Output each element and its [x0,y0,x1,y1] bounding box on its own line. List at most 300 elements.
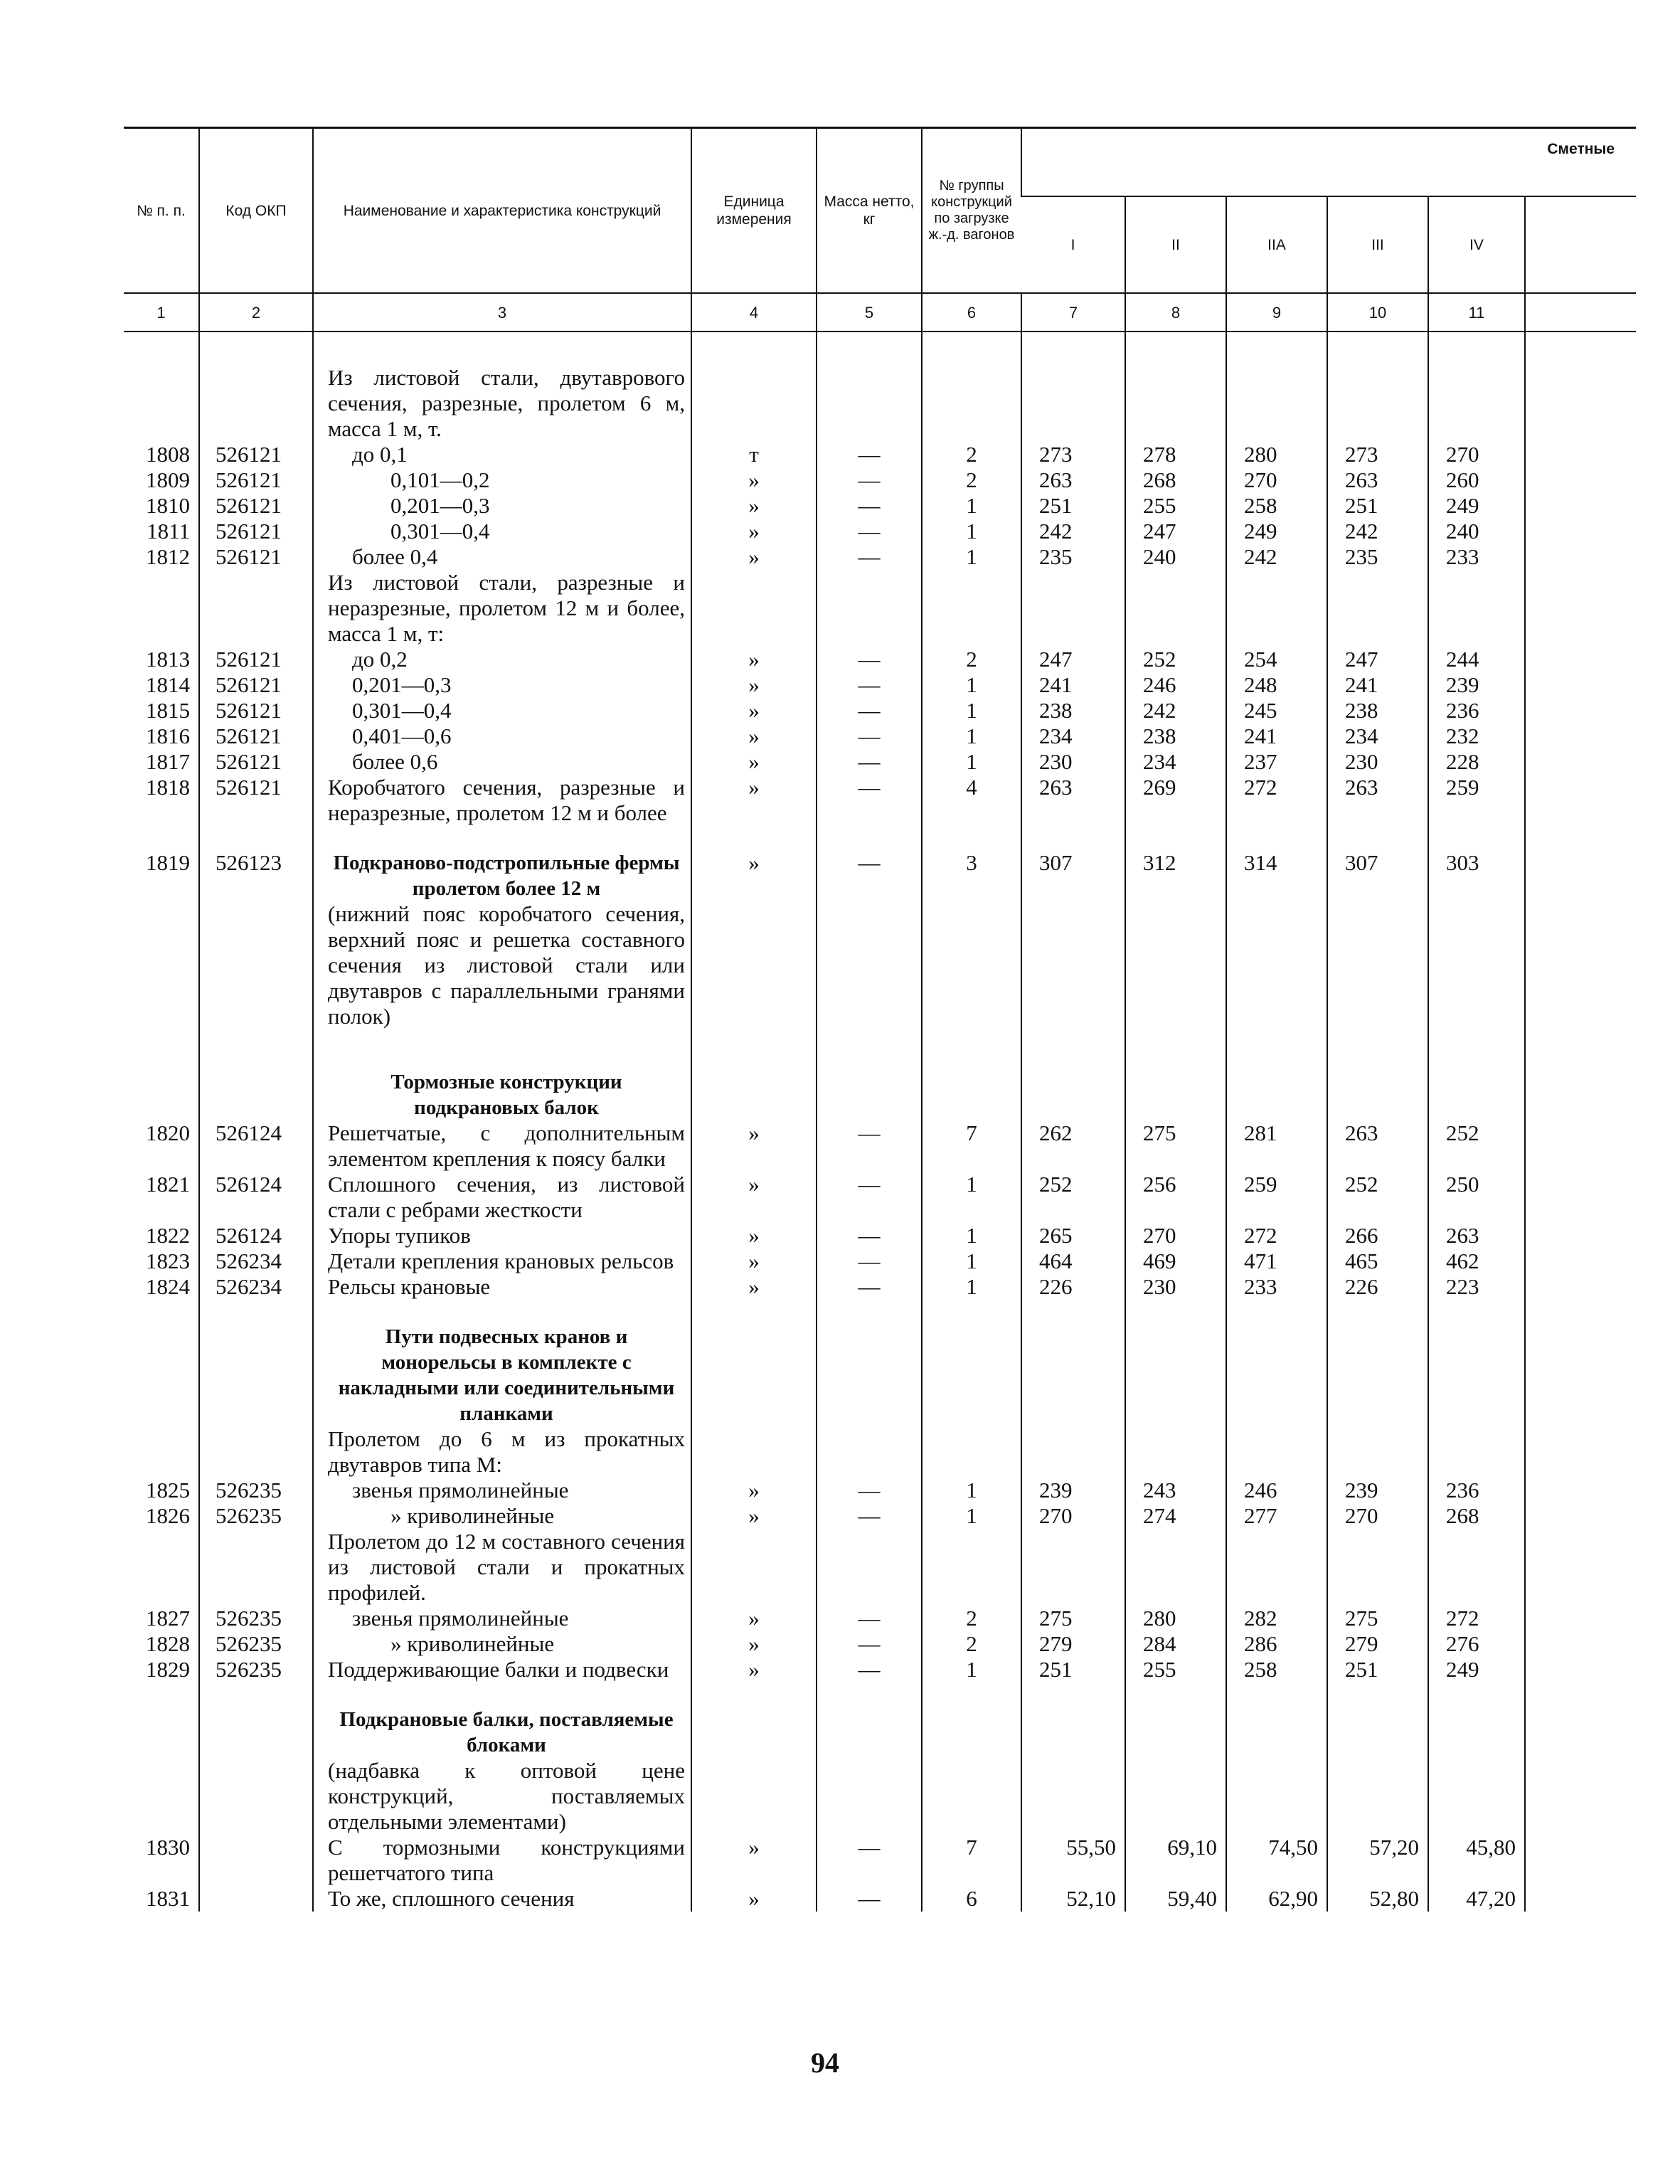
table-row [124,647,1636,672]
price-zone-value: 223 [1428,1274,1525,1300]
empty-cell [1525,467,1636,493]
unit: » [691,1631,817,1657]
description [313,749,691,775]
description [313,1300,691,1426]
description [313,1478,691,1503]
description-text: Упоры тупиков [328,1223,471,1248]
description [313,570,691,647]
table-row [124,749,1636,775]
description [313,1682,691,1835]
row-number [124,1029,199,1120]
price-zone-value: 252 [1327,1172,1428,1223]
header-wagon-group: № группы конструкций по загрузке ж.-д. вагонов [922,128,1021,294]
description-text: Подкрановые балки, поставляемые блоками [339,1708,674,1756]
price-zone-value: 252 [1428,1120,1525,1172]
empty-cell [1525,1478,1636,1503]
row-number: 1810 [146,493,190,518]
price-zone-value: 256 [1125,1172,1226,1223]
description [313,442,691,467]
column-number: 1 [124,293,199,332]
price-zone-value: 263 [1021,467,1125,493]
table-header [124,128,1636,332]
description-text: 0,301—0,4 [352,698,452,723]
price-zone-value [1327,1529,1428,1606]
empty-cell [1525,442,1636,467]
wagon-group: 1 [922,1172,1021,1223]
header-zone-4: IV [1428,196,1525,293]
price-table [124,127,1636,1912]
row-number [124,365,199,442]
price-zone-value [1428,1300,1525,1426]
table-row [124,698,1636,723]
row-number: 1817 [146,749,190,774]
description-text: Рельсы крановые [328,1274,491,1299]
row-number: 1808 [146,442,190,467]
wagon-group: 6 [922,1886,1021,1912]
price-zone-value: 235 [1021,544,1125,570]
unit: » [691,1606,817,1631]
description-text: Пути подвесных кранов и монорельсы в комплекте с накладными или соединительными планками [338,1325,675,1425]
row-number: 1809 [146,467,190,492]
description [313,672,691,698]
mass: — [817,647,922,672]
table-row [124,365,1636,442]
price-zone-value: 239 [1021,1478,1125,1503]
header-mass: Масса нетто, кг [817,128,922,294]
row-number: 1830 [146,1835,190,1860]
price-zone-value [1226,1029,1327,1120]
description [313,467,691,493]
description-text: более 0,4 [352,544,438,569]
price-zone-value: 276 [1428,1631,1525,1657]
price-zone-value: 307 [1327,826,1428,1029]
okp-code: 526121 [199,647,313,672]
unit [691,1300,817,1426]
price-zone-value: 55,50 [1021,1835,1125,1886]
description [313,647,691,672]
wagon-group: 1 [922,1223,1021,1249]
header-zone-1: I [1070,236,1075,253]
price-zone-value: 245 [1226,698,1327,723]
row-number [124,1682,199,1835]
header-row-number: № п. п. [137,202,186,219]
price-zone-value [1226,1426,1327,1478]
price-zone-value: 242 [1226,544,1327,570]
okp-code: 526234 [199,1249,313,1274]
empty-cell [1525,698,1636,723]
description [313,1223,691,1249]
price-zone-value: 263 [1428,1223,1525,1249]
price-zone-value: 281 [1226,1120,1327,1172]
price-zone-value: 274 [1125,1503,1226,1529]
price-zone-value: 230 [1125,1274,1226,1300]
price-zone-value [1021,1426,1125,1478]
price-zone-value: 251 [1021,493,1125,519]
price-zone-value: 232 [1428,723,1525,749]
table-row [124,1835,1636,1886]
price-zone-value: 47,20 [1428,1886,1525,1912]
okp-code [199,570,313,647]
unit: » [691,749,817,775]
row-number: 1820 [146,1120,190,1145]
price-zone-value [1021,1029,1125,1120]
price-zone-value: 255 [1125,1657,1226,1682]
price-zone-value: 249 [1428,493,1525,519]
description-note: (надбавка к оптовой цене конструкций, поставляемых отдельными элементами) [328,1758,685,1834]
price-zone-value: 242 [1327,519,1428,544]
description [313,723,691,749]
description-text: С тормозными конструкциями решетчатого типа [328,1835,685,1885]
table-row [124,1529,1636,1606]
price-zone-value: 69,10 [1125,1835,1226,1886]
price-zone-value: 270 [1125,1223,1226,1249]
unit [691,1029,817,1120]
okp-code [199,1835,313,1886]
price-zone-value: 272 [1428,1606,1525,1631]
table-row [124,1478,1636,1503]
table-body [124,332,1636,1912]
price-zone-value: 259 [1226,1172,1327,1223]
price-zone-value: 74,50 [1226,1835,1327,1886]
row-number: 1816 [146,723,190,748]
price-zone-value: 312 [1125,826,1226,1029]
row-number [124,1300,199,1426]
price-zone-value [1021,1529,1125,1606]
price-zone-value: 242 [1125,698,1226,723]
mass: — [817,723,922,749]
row-number [124,570,199,647]
price-zone-value: 284 [1125,1631,1226,1657]
table-row [124,493,1636,519]
description [313,1120,691,1172]
price-zone-value: 246 [1226,1478,1327,1503]
description [313,1631,691,1657]
mass: — [817,544,922,570]
wagon-group: 3 [922,826,1021,1029]
row-number: 1811 [147,519,190,544]
wagon-group: 1 [922,519,1021,544]
table-row [124,1120,1636,1172]
price-table-sheet [124,127,1615,1912]
row-number: 1814 [146,672,190,697]
description-text: Пролетом до 6 м из прокатных двутавров типа М: [328,1426,685,1477]
price-zone-value [1021,365,1125,442]
wagon-group: 2 [922,467,1021,493]
wagon-group: 2 [922,1631,1021,1657]
description-text: Поддерживающие балки и подвески [328,1657,669,1682]
price-zone-value: 268 [1428,1503,1525,1529]
wagon-group: 1 [922,723,1021,749]
price-zone-value: 249 [1226,519,1327,544]
price-zone-value: 279 [1327,1631,1428,1657]
price-zone-value: 286 [1226,1631,1327,1657]
empty-cell [1525,1606,1636,1631]
table-row [124,1682,1636,1835]
description-text: 0,201—0,3 [352,672,452,697]
unit [691,1426,817,1478]
price-zone-value: 246 [1125,672,1226,698]
price-zone-value [1125,1300,1226,1426]
price-zone-value: 270 [1021,1503,1125,1529]
price-zone-value [1327,1029,1428,1120]
unit: » [691,723,817,749]
mass: — [817,749,922,775]
okp-code: 526235 [199,1503,313,1529]
empty-cell [1525,1172,1636,1223]
row-number: 1826 [146,1503,190,1528]
price-zone-value: 240 [1125,544,1226,570]
row-number: 1818 [146,775,190,800]
price-zone-value: 272 [1226,1223,1327,1249]
price-zone-value: 247 [1327,647,1428,672]
price-zone-value: 238 [1327,698,1428,723]
column-number: 11 [1428,293,1525,332]
price-zone-value [1021,1300,1125,1426]
table-row [124,826,1636,1029]
empty-cell [1525,1300,1636,1426]
mass: — [817,672,922,698]
unit: » [691,467,817,493]
table-row [124,570,1636,647]
price-zone-value: 45,80 [1428,1835,1525,1886]
price-zone-value [1125,365,1226,442]
okp-code [199,1529,313,1606]
unit [691,1682,817,1835]
table-row [124,1274,1636,1300]
price-zone-value: 471 [1226,1249,1327,1274]
okp-code: 526234 [199,1274,313,1300]
price-zone-value: 273 [1327,442,1428,467]
mass: — [817,1249,922,1274]
description-text: Из листовой стали, двутаврового сечения, разрезные, пролетом 6 м, масса 1 м, т. [328,365,685,441]
description-text: до 0,1 [352,442,408,467]
mass [817,1682,922,1835]
mass [817,570,922,647]
description [313,519,691,544]
description [313,544,691,570]
price-zone-value [1428,1426,1525,1478]
empty-cell [1525,1274,1636,1300]
price-zone-value: 236 [1428,698,1525,723]
description [313,826,691,1029]
empty-cell [1525,365,1636,442]
empty-cell [1525,493,1636,519]
description [313,1426,691,1478]
price-zone-value [1226,1529,1327,1606]
table-row [124,544,1636,570]
okp-code: 526235 [199,1478,313,1503]
header-zone-2: II [1125,196,1226,293]
price-zone-value [1327,1426,1428,1478]
row-number: 1819 [146,850,190,875]
price-zone-value: 268 [1125,467,1226,493]
okp-code: 526124 [199,1172,313,1223]
column-number: 8 [1125,293,1226,332]
wagon-group: 4 [922,775,1021,826]
description-text: Решетчатые, с дополнительным элементом крепления к поясу балки [328,1120,685,1171]
price-zone-value: 233 [1226,1274,1327,1300]
price-zone-value: 239 [1327,1478,1428,1503]
mass: — [817,775,922,826]
empty-cell [1525,519,1636,544]
description [313,1657,691,1682]
column-number [1525,293,1636,332]
price-zone-value: 258 [1226,1657,1327,1682]
okp-code: 526121 [199,775,313,826]
wagon-group: 1 [922,1249,1021,1274]
price-zone-value: 236 [1428,1478,1525,1503]
mass: — [817,1172,922,1223]
row-number: 1823 [146,1249,190,1273]
price-zone-value: 234 [1327,723,1428,749]
wagon-group: 1 [922,544,1021,570]
unit: » [691,1274,817,1300]
price-zone-value: 272 [1226,775,1327,826]
price-zone-value: 275 [1327,1606,1428,1631]
table-row [124,1426,1636,1478]
price-zone-value: 238 [1125,723,1226,749]
description [313,1274,691,1300]
column-number: 9 [1226,293,1327,332]
empty-cell [1525,775,1636,826]
description-text: Тормозные конструкции подкрановых балок [390,1071,622,1119]
header-zone-3: III [1327,196,1428,293]
unit: » [691,519,817,544]
empty-cell [1525,1835,1636,1886]
okp-code [199,1426,313,1478]
price-zone-value: 244 [1428,647,1525,672]
description [313,493,691,519]
mass [817,365,922,442]
mass [817,1529,922,1606]
wagon-group [922,1529,1021,1606]
price-zone-value: 277 [1226,1503,1327,1529]
table-row [124,467,1636,493]
description-note: (нижний пояс коробчатого сечения, верхний пояс и решетка составного сечения из листовой стали или двутавров с параллельными гранями полок) [328,901,685,1029]
price-zone-value: 243 [1125,1478,1226,1503]
page-number: 94 [811,2047,839,2079]
empty-cell [1525,749,1636,775]
column-number-row [124,293,1636,332]
wagon-group: 1 [922,672,1021,698]
column-number: 10 [1327,293,1428,332]
spacer-row [124,332,1636,365]
empty-cell [1525,1120,1636,1172]
description-text: звенья прямолинейные [352,1606,569,1631]
description [313,1835,691,1886]
price-zone-value: 249 [1428,1657,1525,1682]
row-number: 1812 [146,544,190,569]
empty-cell [1525,1631,1636,1657]
unit: » [691,672,817,698]
okp-code: 526121 [199,442,313,467]
mass: — [817,1657,922,1682]
unit [691,365,817,442]
unit: » [691,775,817,826]
unit: » [691,1657,817,1682]
table-row [124,1172,1636,1223]
table-row [124,519,1636,544]
price-zone-value: 254 [1226,647,1327,672]
description-text: » криволинейные [390,1503,555,1528]
price-zone-value: 251 [1021,1657,1125,1682]
table-row [124,1029,1636,1120]
price-zone-value: 240 [1428,519,1525,544]
price-zone-value: 270 [1226,467,1327,493]
okp-code [199,1300,313,1426]
price-zone-value [1125,1029,1226,1120]
wagon-group [922,365,1021,442]
price-zone-value [1327,570,1428,647]
price-zone-value: 269 [1125,775,1226,826]
price-zone-value: 247 [1125,519,1226,544]
empty-cell [1525,1029,1636,1120]
okp-code: 526235 [199,1657,313,1682]
price-zone-value [1327,1682,1428,1835]
price-zone-value: 462 [1428,1249,1525,1274]
empty-cell [1525,1529,1636,1606]
mass: — [817,442,922,467]
empty-cell [1525,1682,1636,1835]
description-text: 0,401—0,6 [352,723,452,748]
price-zone-value [1428,1682,1525,1835]
mass: — [817,698,922,723]
price-zone-value: 278 [1125,442,1226,467]
price-zone-value: 234 [1021,723,1125,749]
description-text: более 0,6 [352,749,438,774]
wagon-group [922,1029,1021,1120]
empty-cell [1525,826,1636,1029]
price-zone-value [1428,1029,1525,1120]
wagon-group: 1 [922,1274,1021,1300]
row-number: 1831 [146,1886,190,1911]
header-description: Наименование и характеристика конструкций [313,128,691,294]
unit: » [691,1120,817,1172]
unit: » [691,698,817,723]
description-text: 0,201—0,3 [390,493,490,518]
unit: » [691,544,817,570]
price-zone-value: 263 [1327,775,1428,826]
empty-cell [1525,647,1636,672]
price-zone-value: 59,40 [1125,1886,1226,1912]
row-number: 1813 [146,647,190,672]
column-number: 3 [313,293,691,332]
price-zone-value: 242 [1021,519,1125,544]
price-zone-value: 252 [1021,1172,1125,1223]
price-zone-value: 265 [1021,1223,1125,1249]
header-unit: Единица измерения [691,128,817,294]
price-zone-value: 235 [1327,544,1428,570]
price-zone-value [1226,365,1327,442]
price-zone-value: 303 [1428,826,1525,1029]
row-number [124,1529,199,1606]
description [313,1606,691,1631]
description [313,775,691,826]
price-zone-value: 275 [1021,1606,1125,1631]
unit: т [691,442,817,467]
empty-cell [1525,1223,1636,1249]
price-zone-value [1125,1426,1226,1478]
empty-cell [1525,544,1636,570]
price-zone-value [1125,1682,1226,1835]
wagon-group: 2 [922,647,1021,672]
mass [817,1300,922,1426]
wagon-group [922,1300,1021,1426]
price-zone-value: 280 [1226,442,1327,467]
price-zone-value: 282 [1226,1606,1327,1631]
description-text: » криволинейные [390,1631,555,1656]
unit: » [691,647,817,672]
